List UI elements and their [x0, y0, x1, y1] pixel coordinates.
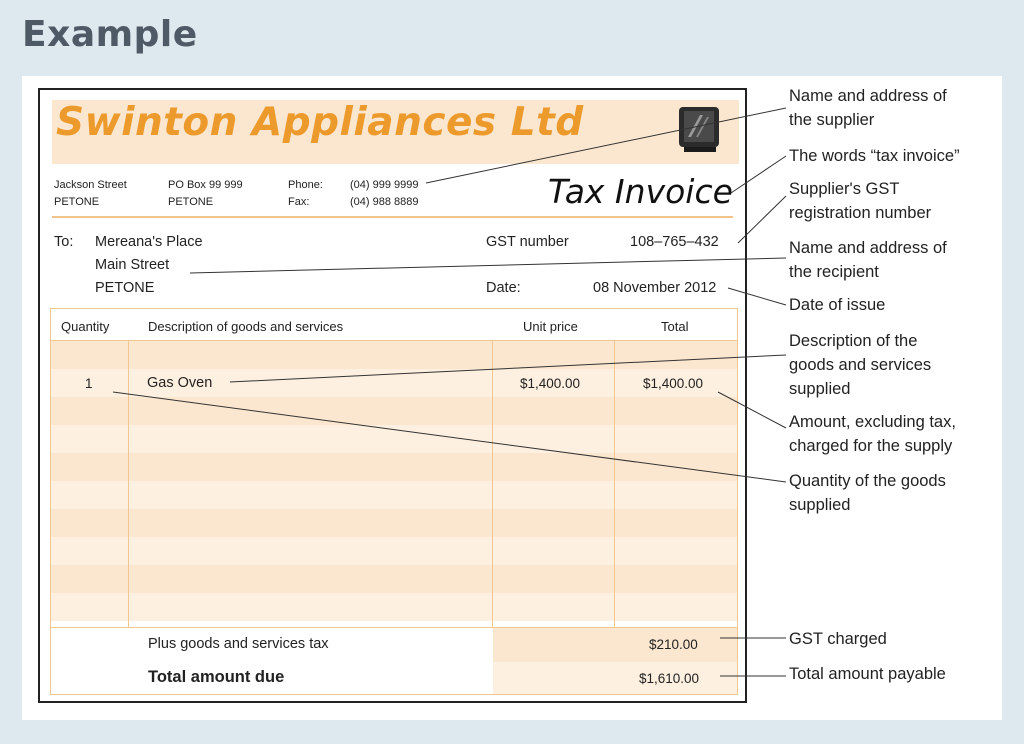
annotation-date [789, 293, 885, 317]
gst-number-label: GST number [486, 234, 569, 250]
column-divider [492, 340, 493, 628]
column-header-unit-price: Unit price [523, 319, 578, 334]
annotation-line: Name and address of [789, 239, 947, 257]
annotation-line: Date of issue [789, 296, 886, 314]
date-label: Date: [486, 280, 521, 296]
divider [52, 216, 733, 218]
annotation-line: Quantity of the goods [789, 472, 946, 490]
column-header-total: Total [661, 319, 689, 334]
item-quantity: 1 [85, 376, 93, 391]
column-header-description: Description of goods and services [148, 319, 344, 334]
table-row [51, 341, 737, 369]
tax-invoice [38, 88, 747, 703]
table-row [51, 593, 737, 621]
header-divider [51, 340, 737, 341]
column-divider [614, 340, 615, 628]
table-row [51, 397, 737, 425]
annotation-line: Amount, excluding tax, [789, 413, 956, 431]
annotation-line: Name and address of [789, 87, 947, 105]
gst-line-value: $210.00 [649, 637, 698, 652]
annotation-line: the supplier [789, 111, 875, 129]
supplier-street: Jackson Street [54, 179, 127, 191]
annotation-line: GST charged [789, 630, 887, 648]
tv-icon [676, 105, 724, 155]
annotation-line: Supplier's GST [789, 180, 900, 198]
total-amount-label: Total amount due [148, 668, 285, 686]
item-total: $1,400.00 [643, 376, 704, 391]
supplier-po-city: PETONE [168, 196, 214, 208]
annotation-line: registration number [789, 204, 932, 222]
column-header-quantity: Quantity [61, 319, 110, 334]
supplier-po-box: PO Box 99 999 [168, 179, 243, 191]
annotation-line: Total amount payable [789, 665, 946, 683]
table-row [51, 509, 737, 537]
annotation-amount [789, 410, 956, 458]
recipient-city: PETONE [95, 280, 155, 296]
annotation-quantity [789, 469, 946, 517]
annotation-line: supplied [789, 496, 851, 514]
annotation-supplier [789, 84, 947, 132]
fax-label: Fax: [288, 196, 310, 208]
line-items-table [50, 308, 738, 695]
company-name: Swinton Appliances Ltd [56, 100, 584, 145]
annotation-line: Description of the [789, 332, 918, 350]
column-divider [128, 340, 129, 628]
phone-value: (04) 999 9999 [350, 179, 419, 191]
annotation-line: goods and services [789, 356, 932, 374]
annotation-gst-registration [789, 177, 931, 225]
table-row [51, 453, 737, 481]
phone-label: Phone: [288, 179, 323, 191]
gst-line-label: Plus goods and services tax [148, 636, 329, 652]
recipient-street: Main Street [95, 257, 170, 273]
footer-divider [51, 627, 737, 628]
annotation-tax-invoice [789, 144, 960, 168]
annotation-line: The words “tax invoice” [789, 147, 960, 165]
item-description: Gas Oven [147, 375, 213, 391]
annotation-description [789, 329, 931, 401]
annotation-line: supplied [789, 380, 851, 398]
table-row [51, 481, 737, 509]
tax-invoice-title: Tax Invoice [548, 172, 733, 211]
item-unit-price: $1,400.00 [520, 376, 581, 391]
annotation-recipient [789, 236, 947, 284]
to-label: To: [54, 234, 74, 250]
annotation-line: the recipient [789, 263, 879, 281]
annotation-line: charged for the supply [789, 437, 953, 455]
table-row [51, 565, 737, 593]
table-row [51, 425, 737, 453]
table-row [51, 537, 737, 565]
annotation-gst-charged [789, 627, 887, 651]
date-value: 08 November 2012 [593, 280, 717, 296]
gst-number-value: 108–765–432 [630, 234, 719, 250]
page-title: Example [22, 14, 198, 55]
annotation-total-payable [789, 662, 946, 686]
supplier-city: PETONE [54, 196, 100, 208]
recipient-name: Mereana's Place [95, 234, 203, 250]
fax-value: (04) 988 8889 [350, 196, 419, 208]
total-amount-value: $1,610.00 [639, 671, 700, 686]
